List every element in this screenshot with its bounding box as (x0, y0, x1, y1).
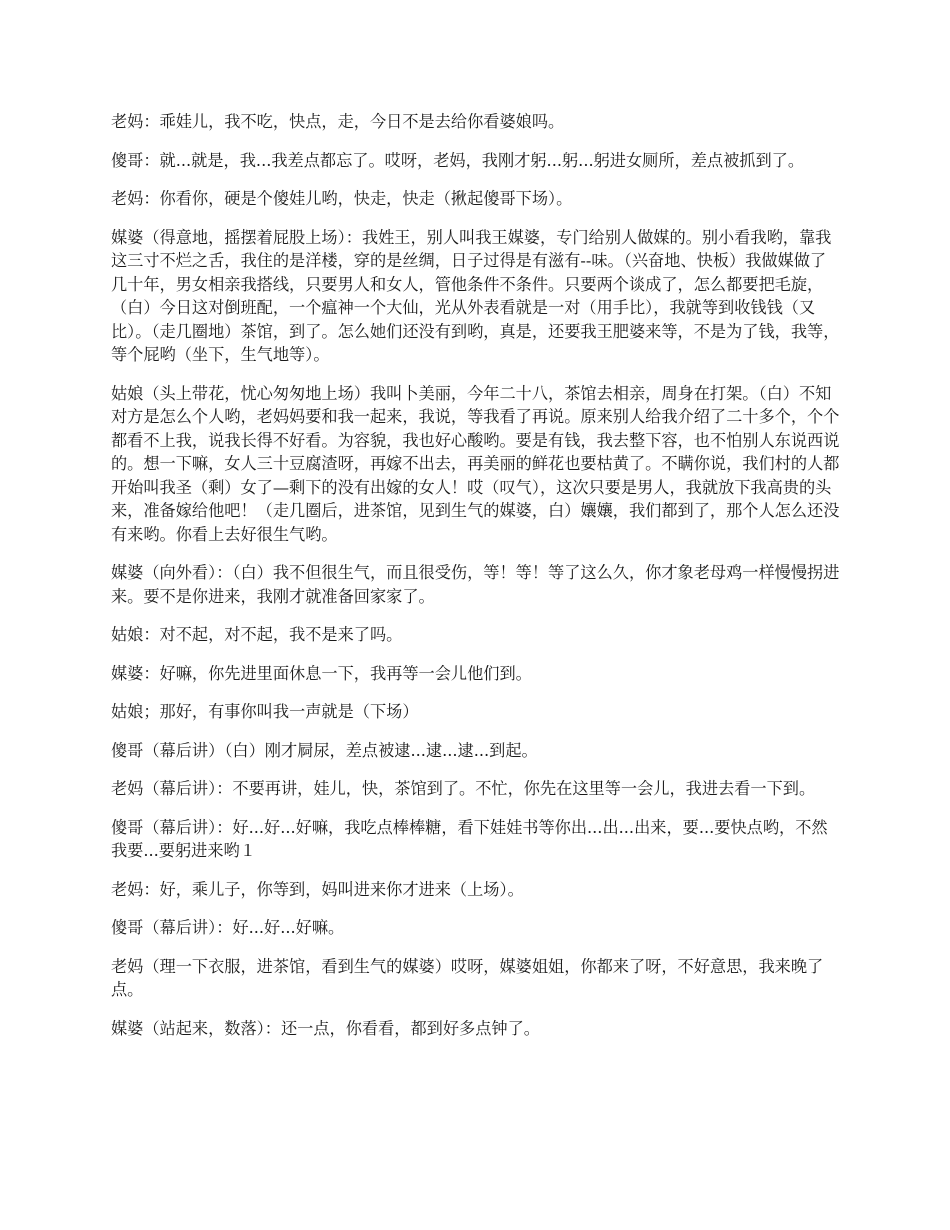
dialogue-paragraph: 媒婆（得意地，摇摆着屁股上场）：我姓王，别人叫我王媒婆，专门给别人做媒的。别小看我哟，靠我这三寸不烂之舌，我住的是洋楼，穿的是丝绸，日子过得是有滋有--味。（兴奋地、快板）我做媒做了几十年，男女相亲我搭线，只要男人和女人，管他条件不条件。只要两个谈成了，怎么都要把毛旋，（白）今日这对倒班配，一个瘟神一个大仙，光从外表看就是一对（用手比），我就等到收钱钱（又比）。（走几圈地）茶馆，到了。怎么她们还没有到哟，真是，还要我王肥婆来等，不是为了钱，我等，等个屁哟（坐下，生气地等）。 (111, 227, 840, 364)
dialogue-paragraph: 老妈（幕后讲）：不要再讲，娃儿，快，茶馆到了。不忙，你先在这里等一会儿，我进去看一下到。 (111, 779, 816, 798)
dialogue-paragraph: 傻哥（幕后讲）（白）刚才屙尿，差点被逮...逮...逮...到起。 (111, 740, 538, 760)
dialogue-paragraph: 姑娘：对不起，对不起，我不是来了吗。 (111, 625, 403, 644)
dialogue-paragraph: 老妈（理一下衣服，进茶馆，看到生气的媒婆）哎呀，媒婆姐姐，你都来了呀，不好意思，我来晚了点。 (111, 956, 824, 999)
dialogue-paragraph: 老妈：好，乘儿子，你等到，妈叫进来你才进来（上场）。 (111, 879, 524, 899)
dialogue-paragraph: 媒婆（向外看）：（白）我不但很生气，而且很受伤，等！等！等了这么久，你才象老母鸡一样慢慢拐进来。要不是你进来，我刚才就准备回家家了。 (111, 563, 840, 606)
dialogue-paragraph: 姑娘；那好，有事你叫我一声就是（下场） (111, 702, 419, 721)
dialogue-paragraph: 老妈：乖娃儿，我不吃，快点，走，今日不是去给你看婆娘吗。 (111, 112, 565, 131)
dialogue-paragraph: 傻哥（幕后讲）：好...好...好嘛。 (111, 918, 345, 937)
document-page (111, 110, 841, 1055)
dialogue-paragraph: 老妈：你看你，硬是个傻娃儿哟，快走，快走（揪起傻哥下场）。 (111, 189, 573, 208)
dialogue-paragraph: 姑娘（头上带花，忧心匆匆地上场）我叫卜美丽，今年二十八，茶馆去相亲，周身在打架。（白）不知对方是怎么个人哟，老妈妈要和我一起来，我说，等我看了再说。原来别人给我介绍了二十多个，个个都看不上我，说我长得不好看。为容貌，我也好心酸哟。要是有钱，我去整下容，也不怕别人东说西说的。想一下嘛，女人三十豆腐渣呀，再嫁不出去，再美丽的鲜花也要枯黄了。不瞒你说，我们村的人都开始叫我圣（剩）女了—剩下的没有出嫁的女人！哎（叹气），这次只要是男人，我就放下我高贵的头来，准备嫁给他吧！（走几圈后，进茶馆，见到生气的媒婆，白）孃孃，我们都到了，那个人怎么还没有来哟。你看上去好很生气哟。 (111, 383, 840, 544)
dialogue-paragraph: 傻哥（幕后讲）：好...好...好嘛，我吃点棒棒糖，看下娃娃书等你出...出...出来，要...要快点哟，不然我要...要躬进来哟１ (111, 817, 828, 860)
dialogue-paragraph: 媒婆（站起来，数落）：还一点，你看看，都到好多点钟了。 (111, 1018, 540, 1038)
dialogue-paragraph: 媒婆：好嘛，你先进里面休息一下，我再等一会儿他们到。 (111, 663, 532, 683)
dialogue-paragraph: 傻哥：就...就是，我...我差点都忘了。哎呀，老妈，我刚才躬...躬...躬进女厕所，差点被抓到了。 (111, 150, 805, 170)
